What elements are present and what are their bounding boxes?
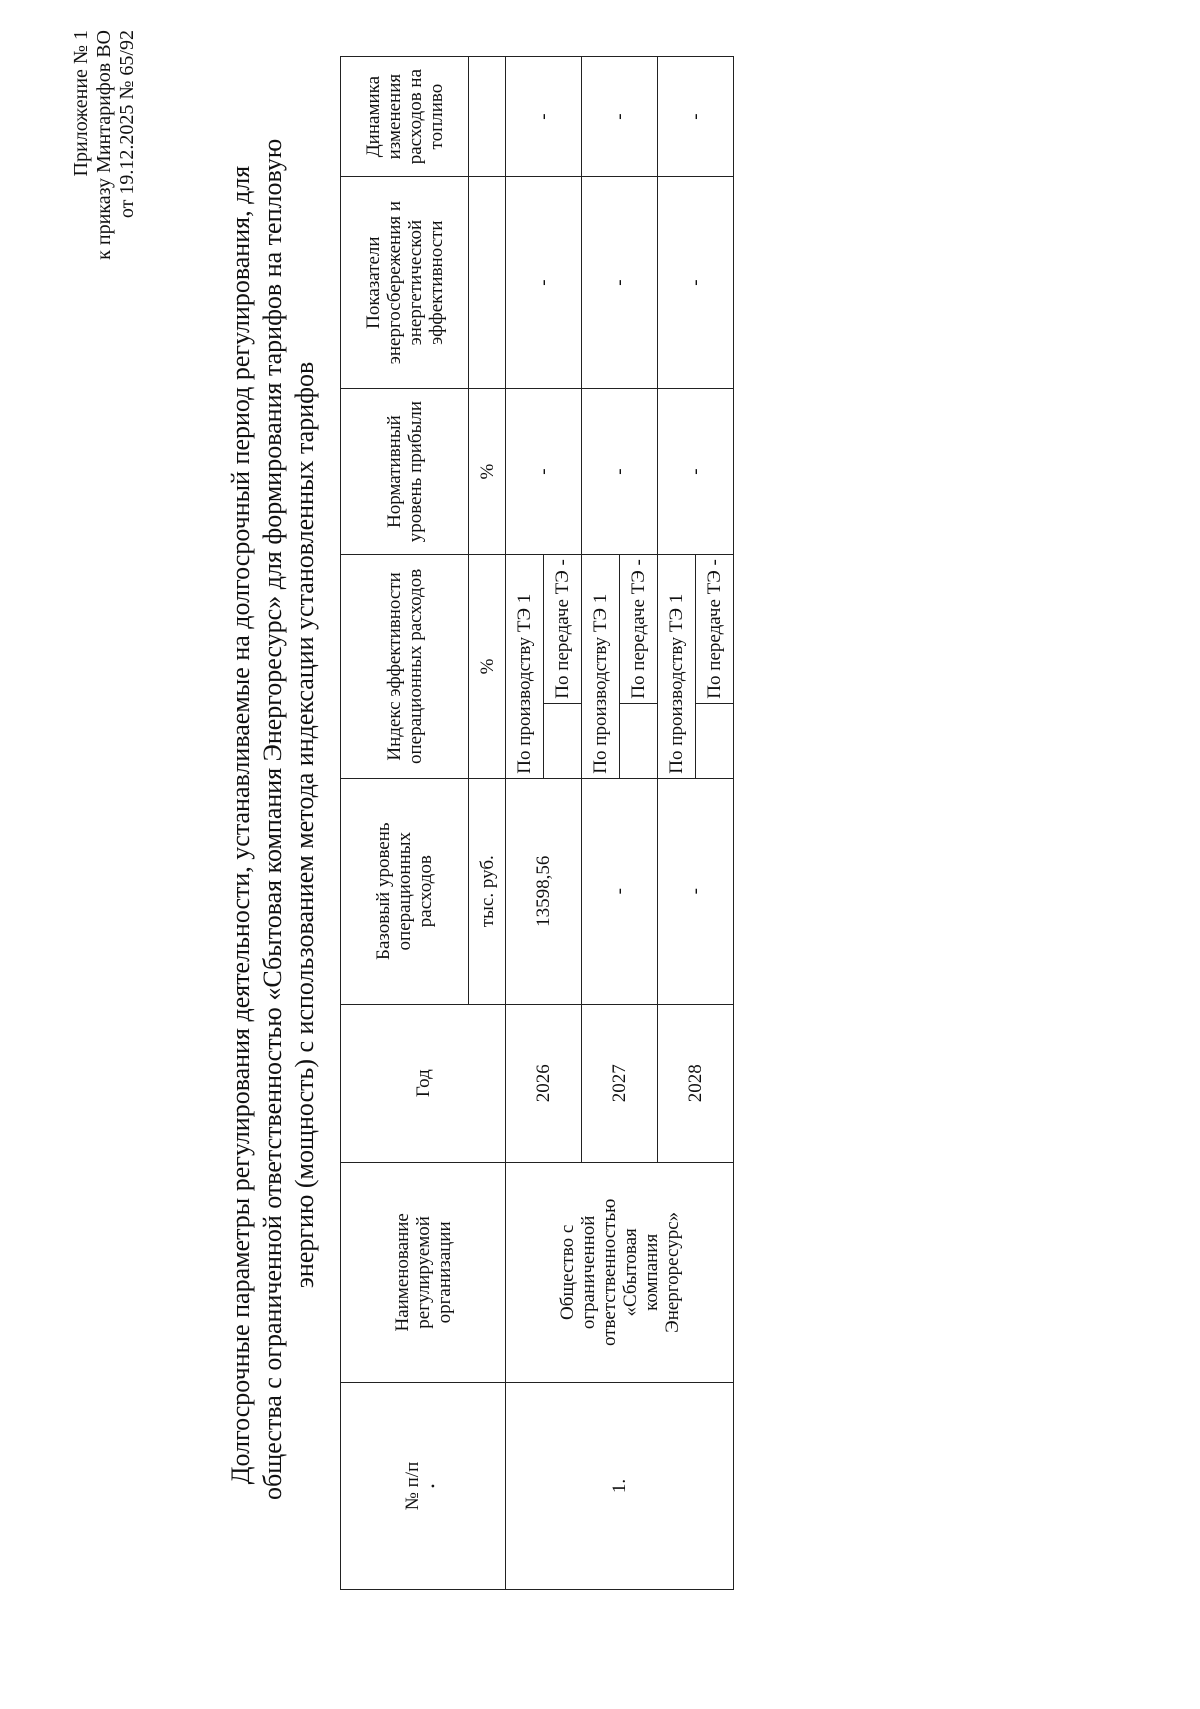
index-production-cell: По производству ТЭ 1 <box>582 555 620 779</box>
unit-energy <box>469 177 506 389</box>
year-cell: 2027 <box>582 1004 658 1162</box>
index-transmission-cell: По передаче ТЭ - <box>544 555 582 704</box>
appendix-line-1: Приложение № 1 <box>70 30 92 177</box>
organization-name: Общество с ограниченной ответственностью «Сбытовая компания Энергоресурс» <box>506 1162 734 1382</box>
unit-base: тыс. руб. <box>469 778 506 1004</box>
header-fuel: Динамика изменения расходов на топливо <box>341 57 469 177</box>
header-energy: Показатели энергосбережения и энергетической эффективности <box>341 177 469 389</box>
document-title <box>225 138 321 1500</box>
profit-cell: - <box>582 389 658 555</box>
unit-fuel <box>469 57 506 177</box>
header-num-label: № п/п <box>402 1461 423 1511</box>
index-transmission-cell: По передаче ТЭ - <box>696 555 734 704</box>
appendix-line-2: к приказу Минтарифов ВО <box>93 30 115 260</box>
title-line-2: общества с ограниченной ответственностью «Сбытовая компания Энергоресурс» для формирования тарифов на тепловую <box>258 138 287 1500</box>
base-cost-cell: - <box>582 778 658 1004</box>
header-base: Базовый уровень операционных расходов <box>341 778 469 1004</box>
year-cell: 2028 <box>658 1004 734 1162</box>
fuel-cell: - <box>506 57 582 177</box>
appendix-reference <box>70 30 139 260</box>
year-cell: 2026 <box>506 1004 582 1162</box>
row-number: 1. <box>506 1383 734 1590</box>
header-row <box>341 57 469 1590</box>
profit-cell: - <box>506 389 582 555</box>
index-transmission-cell: По передаче ТЭ - <box>620 555 658 704</box>
title-line-1: Долгосрочные параметры регулирования деятельности, устанавливаемые на долгосрочный период регулирования, для <box>226 165 255 1485</box>
index-blank-cell <box>620 703 658 778</box>
fuel-cell: - <box>582 57 658 177</box>
header-org: Наименование регулируемой организации <box>341 1162 506 1382</box>
unit-profit: % <box>469 389 506 555</box>
header-index: Индекс эффективности операционных расходов <box>341 555 469 779</box>
energy-cell: - <box>582 177 658 389</box>
header-year: Год <box>341 1004 506 1162</box>
energy-cell: - <box>506 177 582 389</box>
document-page <box>70 30 785 1590</box>
profit-cell: - <box>658 389 734 555</box>
index-production-cell: По производству ТЭ 1 <box>658 555 696 779</box>
index-blank-cell <box>544 703 582 778</box>
base-cost-cell: 13598,56 <box>506 778 582 1004</box>
header-num-mark: • <box>426 1483 440 1489</box>
energy-cell: - <box>658 177 734 389</box>
index-blank-cell <box>696 703 734 778</box>
appendix-line-3: от 19.12.2025 № 65/92 <box>116 30 138 219</box>
fuel-cell: - <box>658 57 734 177</box>
base-cost-cell: - <box>658 778 734 1004</box>
title-line-3: энергию (мощность) с использованием метода индексации установленных тарифов <box>290 361 319 1289</box>
table-row <box>506 57 544 1590</box>
index-production-cell: По производству ТЭ 1 <box>506 555 544 779</box>
parameters-table <box>340 56 734 1590</box>
header-num <box>341 1383 506 1590</box>
unit-index: % <box>469 555 506 779</box>
header-profit: Нормативный уровень прибыли <box>341 389 469 555</box>
